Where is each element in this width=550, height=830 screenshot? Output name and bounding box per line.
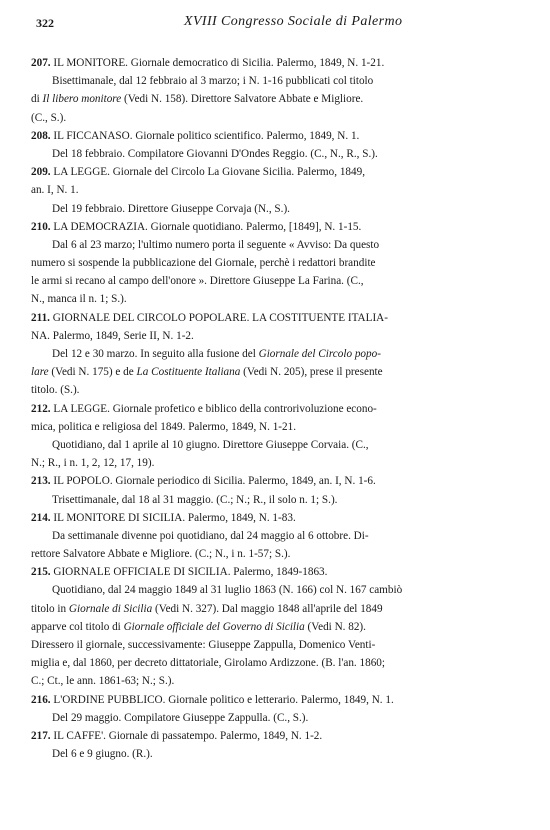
entry-number: 212.	[31, 402, 51, 415]
entry-line	[31, 181, 526, 199]
entry-number: 214.	[31, 511, 51, 524]
entry-line	[31, 418, 526, 436]
catalog-entry	[31, 563, 526, 690]
entry-line	[52, 72, 526, 90]
catalog-entry	[31, 727, 526, 763]
entry-text: (C., S.).	[31, 111, 67, 124]
entry-number: 215.	[31, 566, 51, 579]
entry-line	[52, 145, 526, 163]
entry-line	[52, 236, 526, 254]
entry-line	[52, 581, 526, 599]
catalog-entry	[31, 218, 526, 309]
entry-text: IL MONITORE. Giornale democratico di Sicilia. Palermo, 1849, N. 1-21.	[50, 57, 385, 69]
catalog-entry	[31, 54, 526, 127]
entry-text: La Costituente Italiana	[136, 366, 241, 379]
running-title: XVIII Congresso Sociale di Palermo	[184, 14, 403, 29]
entry-line	[31, 254, 526, 272]
entry-text: lare	[31, 366, 49, 379]
entry-text: Del 19 febbraio. Direttore Giuseppe Corvaja (N., S.).	[52, 202, 290, 215]
entry-text: titolo in	[31, 602, 69, 615]
entry-number: 211.	[31, 311, 50, 324]
catalog-entry	[31, 509, 526, 564]
entry-text: Giornale di Sicilia	[68, 602, 153, 615]
entry-number: 216.	[31, 693, 51, 706]
entry-line	[31, 618, 526, 636]
entry-line	[31, 90, 526, 108]
entry-text: mica, politica e religiosa del 1849. Palermo, 1849, N. 1-21.	[31, 420, 297, 433]
entry-text: di	[31, 93, 43, 106]
entry-text: Quotidiano, dal 1 aprile al 10 giugno. Direttore Giuseppe Corvaia. (C.,	[52, 438, 369, 451]
catalog-entry	[31, 472, 526, 508]
entry-text: Giornale officiale del Governo di Sicilia	[123, 620, 305, 633]
entry-line	[31, 127, 526, 145]
entry-text: (Vedi N. 158). Direttore Salvatore Abbate e Migliore.	[121, 93, 364, 106]
entry-line	[31, 109, 526, 127]
entry-line	[52, 436, 526, 454]
entry-text: C.; Ct., le ann. 1861-63; N.; S.).	[31, 675, 175, 688]
entry-line	[31, 381, 526, 399]
entry-number: 207.	[31, 57, 51, 69]
entry-line	[31, 163, 526, 181]
entry-text: IL CAFFE'. Giornale di passatempo. Palermo, 1849, N. 1-2.	[50, 729, 323, 742]
entry-number: 210.	[31, 220, 51, 233]
catalog-entry	[31, 127, 526, 163]
entry-text: Il libero monitore	[42, 93, 122, 106]
entry-text: LA DEMOCRAZIA. Giornale quotidiano. Palermo, [1849], N. 1-15.	[50, 220, 362, 233]
entry-line	[52, 709, 526, 727]
entry-text: rettore Salvatore Abbate e Migliore. (C.; N., i n. 1-57; S.).	[31, 548, 291, 561]
entry-line	[31, 672, 526, 690]
catalog-entries	[31, 54, 526, 763]
entry-number: 217.	[31, 729, 51, 742]
entry-text: IL MONITORE DI SICILIA. Palermo, 1849, N. 1-83.	[50, 511, 296, 524]
entry-text: LA LEGGE. Giornale profetico e biblico della controrivoluzione econo-	[50, 402, 377, 415]
entry-line	[52, 745, 526, 763]
entry-text: LA LEGGE. Giornale del Circolo La Giovane Sicilia. Palermo, 1849,	[50, 166, 365, 179]
entry-number: 208.	[31, 129, 51, 142]
entry-line	[31, 454, 526, 472]
catalog-entry	[31, 691, 526, 727]
entry-line	[31, 636, 526, 654]
entry-text: Giornale del Circolo popo-	[258, 348, 381, 360]
entry-line	[31, 600, 526, 618]
entry-line	[31, 563, 526, 581]
entry-line	[31, 327, 526, 345]
entry-line	[31, 54, 526, 72]
entry-line	[31, 654, 526, 672]
entry-text: Quotidiano, dal 24 maggio 1849 al 31 luglio 1863 (N. 166) col N. 167 cambiò	[52, 584, 403, 597]
entry-text: Bisettimanale, dal 12 febbraio al 3 marzo; i N. 1-16 pubblicati col titolo	[52, 75, 374, 88]
catalog-entry	[31, 309, 526, 400]
entry-text: NA. Palermo, 1849, Serie II, N. 1-2.	[31, 329, 194, 342]
entry-text: Del 6 e 9 giugno. (R.).	[52, 748, 153, 761]
entry-text: an. I, N. 1.	[31, 184, 79, 197]
entry-text: miglia e, dal 1860, per decreto dittatoriale, Girolamo Ardizzone. (B. l'an. 1860;	[31, 657, 386, 670]
entry-line	[31, 363, 526, 381]
entry-text: Diressero il giornale, successivamente: Giuseppe Zappulla, Domenico Venti-	[31, 639, 376, 651]
page-number: 322	[36, 16, 54, 30]
entry-line	[52, 345, 526, 363]
entry-line	[31, 309, 526, 327]
entry-line	[31, 727, 526, 745]
entry-text: N.; R., i n. 1, 2, 12, 17, 19).	[31, 457, 155, 470]
entry-line	[31, 472, 526, 490]
catalog-entry	[31, 400, 526, 473]
entry-line	[31, 272, 526, 290]
entry-text: numero si sospende la pubblicazione del Giornale, perchè i redattori brandite	[31, 257, 376, 270]
entry-text: GIORNALE DEL CIRCOLO POPOLARE. LA COSTITUENTE ITALIA-	[49, 311, 388, 324]
entry-number: 209.	[31, 166, 51, 179]
entry-line	[52, 200, 526, 218]
entry-line	[31, 691, 526, 709]
entry-line	[31, 400, 526, 418]
entry-text: L'ORDINE PUBBLICO. Giornale politico e letterario. Palermo, 1849, N. 1.	[50, 693, 394, 706]
entry-text: Del 12 e 30 marzo. In seguito alla fusione del	[52, 348, 259, 360]
entry-line	[52, 491, 526, 509]
entry-text: Da settimanale divenne poi quotidiano, dal 24 maggio al 6 ottobre. Di-	[52, 529, 369, 542]
entry-line	[52, 527, 526, 545]
page-header	[36, 14, 526, 36]
entry-text: apparve col titolo di	[31, 620, 124, 633]
entry-text: (Vedi N. 175) e de	[48, 366, 137, 379]
entry-text: Del 18 febbraio. Compilatore Giovanni D'Ondes Reggio. (C., N., R., S.).	[52, 147, 378, 160]
entry-line	[31, 290, 526, 308]
entry-text: Dal 6 al 23 marzo; l'ultimo numero porta il seguente « Avviso: Da questo	[52, 238, 380, 251]
entry-number: 213.	[31, 475, 51, 488]
entry-text: titolo. (S.).	[31, 384, 80, 397]
catalog-entry	[31, 163, 526, 218]
entry-text: le armi si recano al campo dell'onore ». Direttore Giuseppe La Farina. (C.,	[31, 275, 364, 288]
entry-text: N., manca il n. 1; S.).	[31, 293, 127, 306]
entry-text: IL POPOLO. Giornale periodico di Sicilia. Palermo, 1849, an. I, N. 1-6.	[50, 475, 376, 488]
entry-line	[31, 218, 526, 236]
entry-text: (Vedi N. 82).	[304, 620, 366, 633]
entry-text: GIORNALE OFFICIALE DI SICILIA. Palermo, 1849-1863.	[50, 566, 328, 579]
entry-text: Trisettimanale, dal 18 al 31 maggio. (C.; N.; R., il solo n. 1; S.).	[52, 493, 338, 506]
entry-line	[31, 509, 526, 527]
entry-text: (Vedi N. 205), prese il presente	[240, 366, 383, 379]
entry-text: IL FICCANASO. Giornale politico scientifico. Palermo, 1849, N. 1.	[50, 129, 360, 142]
entry-text: Del 29 maggio. Compilatore Giuseppe Zappulla. (C., S.).	[52, 711, 309, 724]
entry-text: (Vedi N. 327). Dal maggio 1848 all'aprile del 1849	[152, 602, 383, 615]
entry-line	[31, 545, 526, 563]
